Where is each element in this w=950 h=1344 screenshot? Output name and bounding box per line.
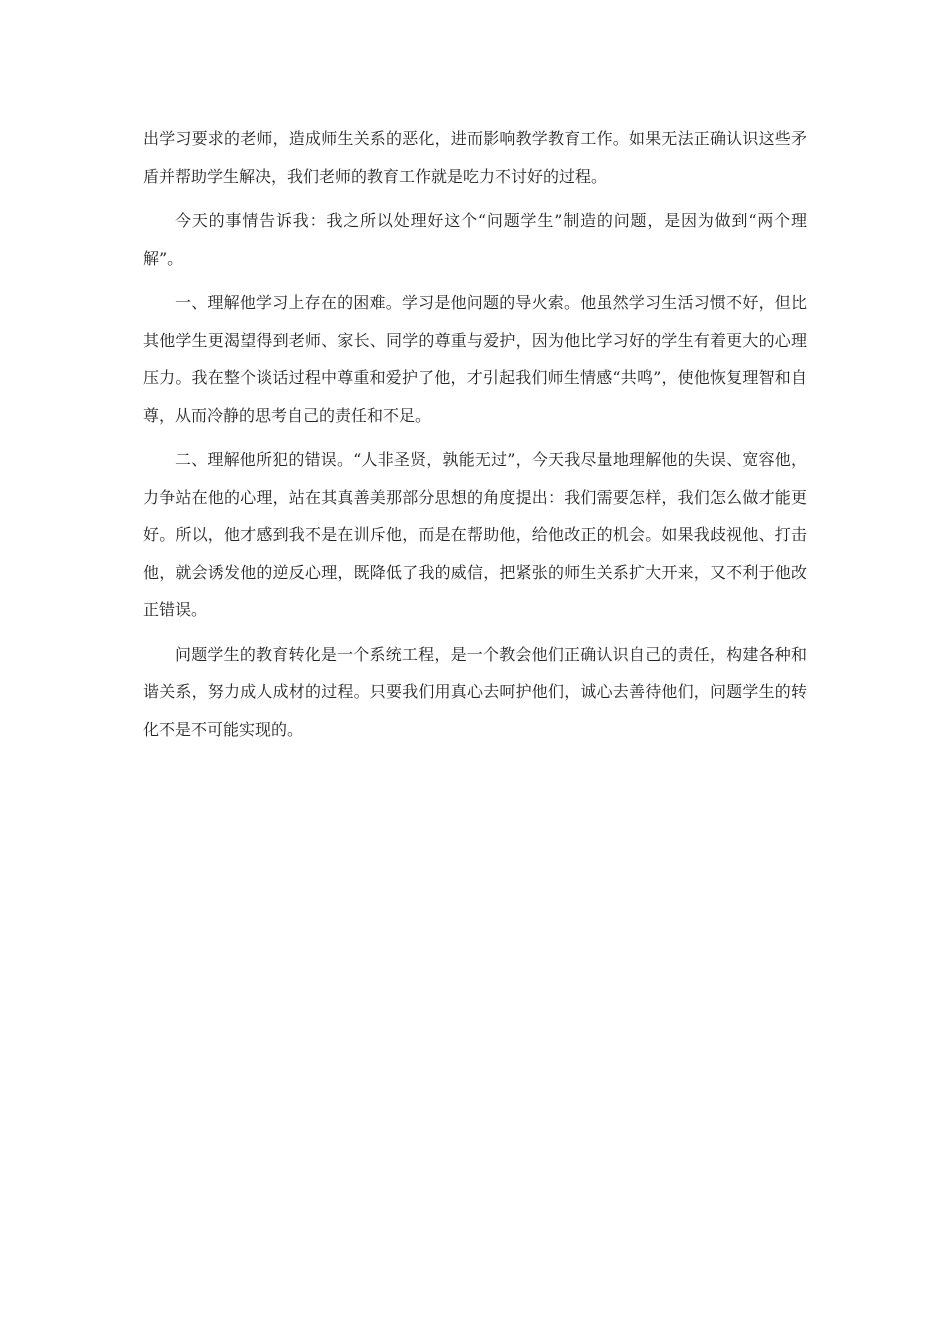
paragraph-two-understandings: 今天的事情告诉我：我之所以处理好这个“问题学生”制造的问题，是因为做到“两个理解”。 [143, 211, 807, 268]
paragraph-understanding-mistakes: 二、理解他所犯的错误。“人非圣贤，孰能无过”，今天我尽量地理解他的失误、宽容他，力争站在他的心理，站在其真善美那部分思想的角度提出：我们需要怎样，我们怎么做才能更好。所以，他才感到我不是在训斥他，而是在帮助他，给他改正的机会。如果我歧视他、打击他，就会诱发他的逆反心理，既降低了我的威信，把紧张的师生关系扩大开来，又不利于他改正错误。 [143, 450, 807, 619]
paragraph-continuation: 出学习要求的老师，造成师生关系的恶化，进而影响教学教育工作。如果无法正确认识这些矛盾并帮助学生解决，我们老师的教育工作就是吃力不讨好的过程。 [143, 129, 807, 186]
document-body [143, 120, 807, 755]
paragraph-conclusion: 问题学生的教育转化是一个系统工程，是一个教会他们正确认识自己的责任，构建各种和谐关系，努力成人成材的过程。只要我们用真心去呵护他们，诚心去善待他们，问题学生的转化不是不可能实现的。 [143, 644, 807, 739]
paragraph-understanding-difficulties: 一、理解他学习上存在的困难。学习是他问题的导火索。他虽然学习生活习惯不好，但比其他学生更渴望得到老师、家长、同学的尊重与爱护，因为他比学习好的学生有着更大的心理压力。我在整个谈话过程中尊重和爱护了他，才引起我们师生情感“共鸣”，使他恢复理智和自尊，从而冷静的思考自己的责任和不足。 [143, 293, 807, 425]
